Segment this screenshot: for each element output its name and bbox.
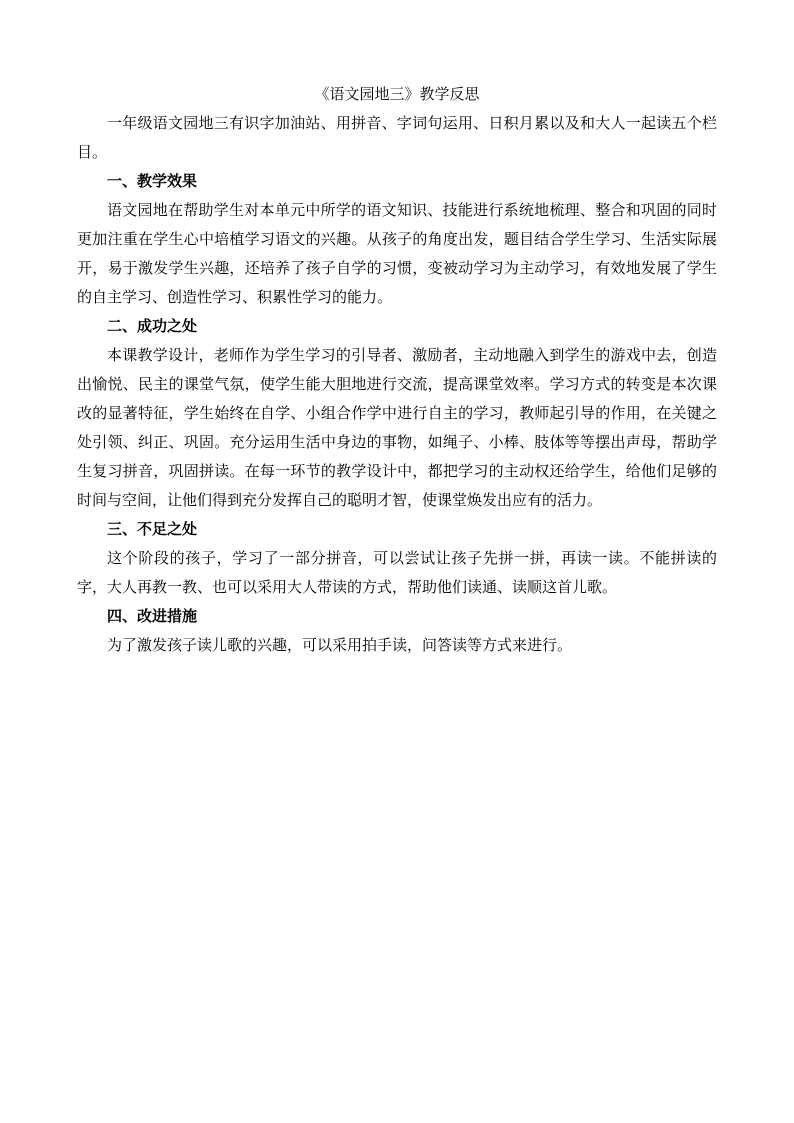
document-title: 《语文园地三》教学反思	[314, 85, 480, 103]
document-page	[77, 80, 717, 660]
section-paragraph-success: 本课教学设计，老师作为学生学习的引导者、激励者，主动地融入到学生的游戏中去，创造出愉悦、民主的课堂气氛，使学生能大胆地进行交流，提高课堂效率。学习方式的转变是本次课改的显著特征，学生始终在自学、小组合作学中进行自主的学习，教师起引导的作用，在关键之处引领、纠正、巩固。充分运用生活中身边的事物，如绳子、小棒、肢体等等摆出声母，帮助学生复习拼音，巩固拼读。在每一环节的教学设计中，都把学习的主动权还给学生，给他们足够的时间与空间，让他们得到充分发挥自己的聪明才智，使课堂焕发出应有的活力。	[77, 346, 717, 509]
intro-paragraph: 一年级语文园地三有识字加油站、用拼音、字词句运用、日积月累以及和大人一起读五个栏目。	[77, 114, 717, 161]
section-heading-success: 二、成功之处	[107, 317, 198, 335]
section-heading-shortcomings: 三、不足之处	[107, 520, 198, 538]
section-paragraph-shortcomings: 这个阶段的孩子，学习了一部分拼音，可以尝试让孩子先拼一拼，再读一读。不能拼读的字，大人再教一教、也可以采用大人带读的方式，帮助他们读通、读顺这首儿歌。	[77, 549, 717, 596]
section-heading-improvements: 四、改进措施	[107, 607, 198, 625]
section-heading-effect: 一、教学效果	[107, 172, 198, 190]
section-paragraph-effect: 语文园地在帮助学生对本单元中所学的语文知识、技能进行系统地梳理、整合和巩固的同时更加注重在学生心中培植学习语文的兴趣。从孩子的角度出发，题目结合学生学习、生活实际展开，易于激发学生兴趣，还培养了孩子自学的习惯，变被动学习为主动学习，有效地发展了学生的自主学习、创造性学习、积累性学习的能力。	[77, 201, 717, 306]
section-paragraph-improvements: 为了激发孩子读儿歌的兴趣，可以采用拍手读，问答读等方式来进行。	[107, 636, 573, 654]
